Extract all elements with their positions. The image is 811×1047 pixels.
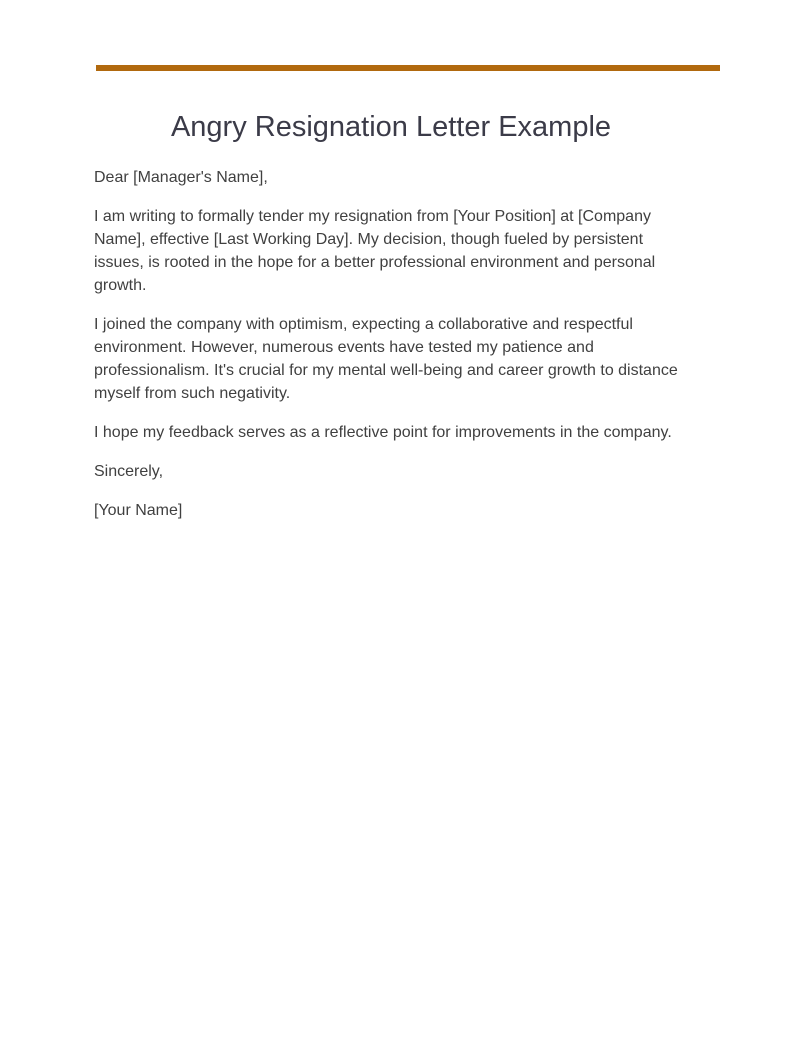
- paragraph: I am writing to formally tender my resignation from [Your Position] at [Company Name], effective [Last Working Day]. My decision, though fueled by persistent issues, is rooted in the hope for a better professional environment and personal growth.: [94, 208, 656, 294]
- paragraph: I hope my feedback serves as a reflective point for improvements in the company.: [94, 424, 672, 441]
- salutation: Dear [Manager's Name],: [94, 169, 268, 186]
- closing: Sincerely,: [94, 463, 164, 480]
- document-title: Angry Resignation Letter Example: [170, 111, 612, 143]
- letter-body: [94, 166, 694, 538]
- accent-divider: [96, 65, 720, 71]
- signature: [Your Name]: [94, 502, 183, 519]
- paragraph: I joined the company with optimism, expecting a collaborative and respectful environment. However, numerous events have tested my patience and professionalism. It's crucial for my mental well-being and career growth to distance myself from such negativity.: [94, 316, 678, 402]
